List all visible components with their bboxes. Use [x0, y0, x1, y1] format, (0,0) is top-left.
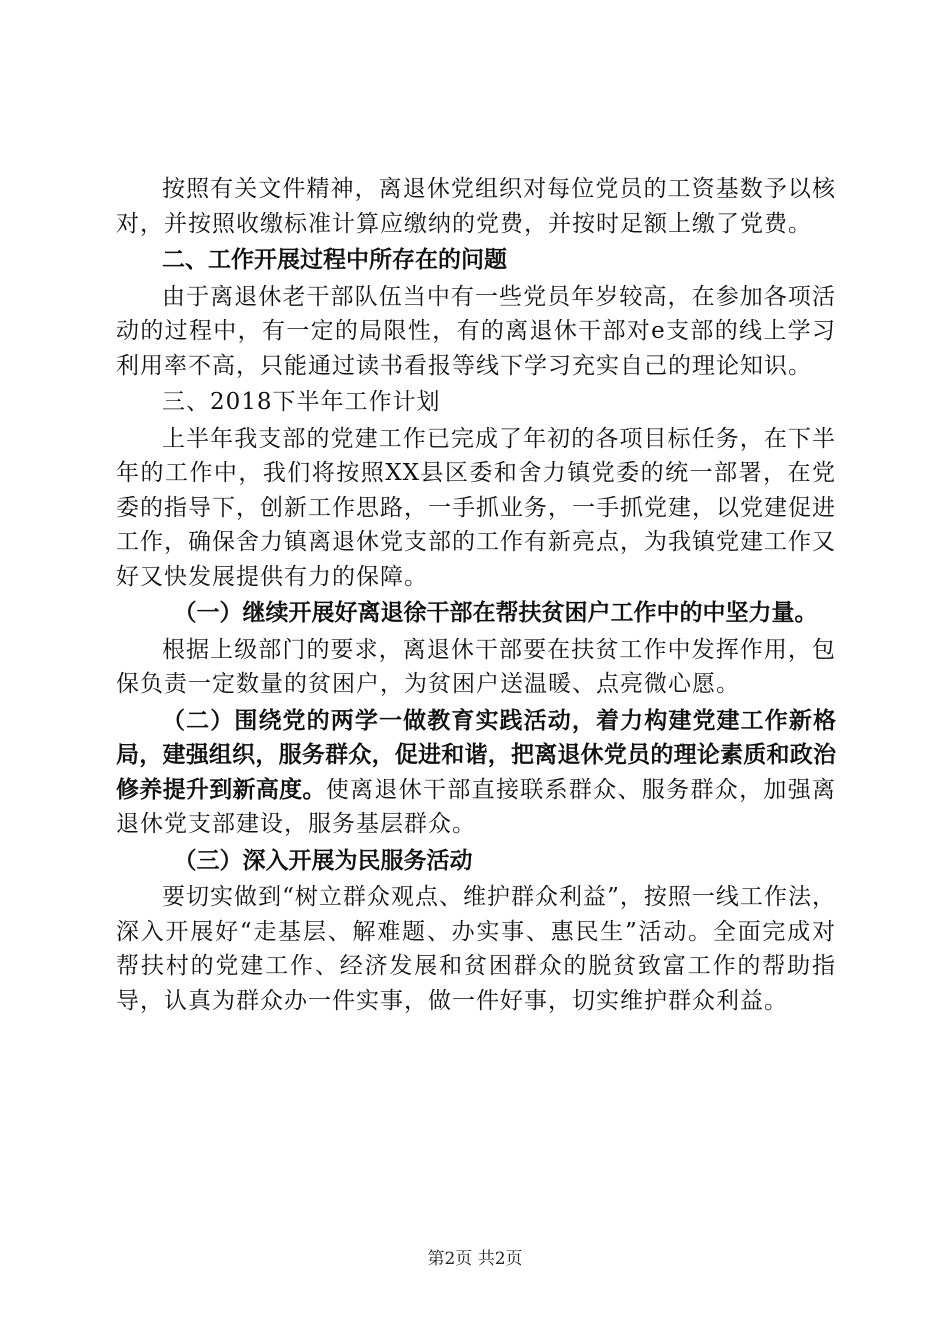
paragraph-problems: 由于离退休老干部队伍当中有一些党员年岁较高，在参加各项活动的过程中，有一定的局限性，有的离退休干部对e支部的线上学习利用率不高，只能通过读书看报等线下学习充实自己的理论知识。	[116, 283, 836, 379]
section-heading-problems: 二、工作开展过程中所存在的问题	[162, 247, 507, 273]
paragraph-education-activity	[116, 704, 836, 842]
education-activity-rest: 使离退休干部直接联系群众、服务群众，加强离退休党支部建设，服务基层群众。	[116, 776, 837, 837]
education-activity-lead: （二）围绕党的两学一做教育实践活动，着力构建党建工作新格局，建强组织，服务群众，促进和谐，把离退休党员的理论素质和政治修养提升到新高度。	[116, 707, 836, 803]
paragraph-plan: 上半年我支部的党建工作已完成了年初的各项目标任务，在下半年的工作中，我们将按照XX县区委和舍力镇党委的统一部署，在党委的指导下，创新工作思路，一手抓业务，一手抓党建，以党建促进工作，确保舍力镇离退休党支部的工作有新亮点，为我镇党建工作又好又快发展提供有力的保障。	[116, 425, 836, 590]
document-body	[116, 172, 836, 1020]
section-heading-plan: 三、2018下半年工作计划	[162, 389, 441, 415]
paragraph-party-dues: 按照有关文件精神，离退休党组织对每位党员的工资基数予以核对，并按照收缴标准计算应缴纳的党费，并按时足额上缴了党费。	[116, 176, 836, 237]
paragraph-service: 要切实做到“树立群众观点、维护群众利益”，按照一线工作法，深入开展好“走基层、解难题、办实事、惠民生”活动。全面完成对帮扶村的党建工作、经济发展和贫困群众的脱贫致富工作的帮助指导，认真为群众办一件实事，做一件好事，切实维护群众利益。	[116, 884, 836, 1014]
page-number-footer: 第2页 共2页	[427, 1249, 523, 1269]
subheading-service: （三）深入开展为民服务活动	[173, 847, 473, 874]
paragraph-poverty-aid: 根据上级部门的要求，离退休干部要在扶贫工作中发挥作用，包保负责一定数量的贫困户，为贫困户送温暖、点亮微心愿。	[116, 636, 836, 697]
subheading-poverty-aid: （一）继续开展好离退徐干部在帮扶贫困户工作中的中坚力量。	[173, 600, 818, 626]
